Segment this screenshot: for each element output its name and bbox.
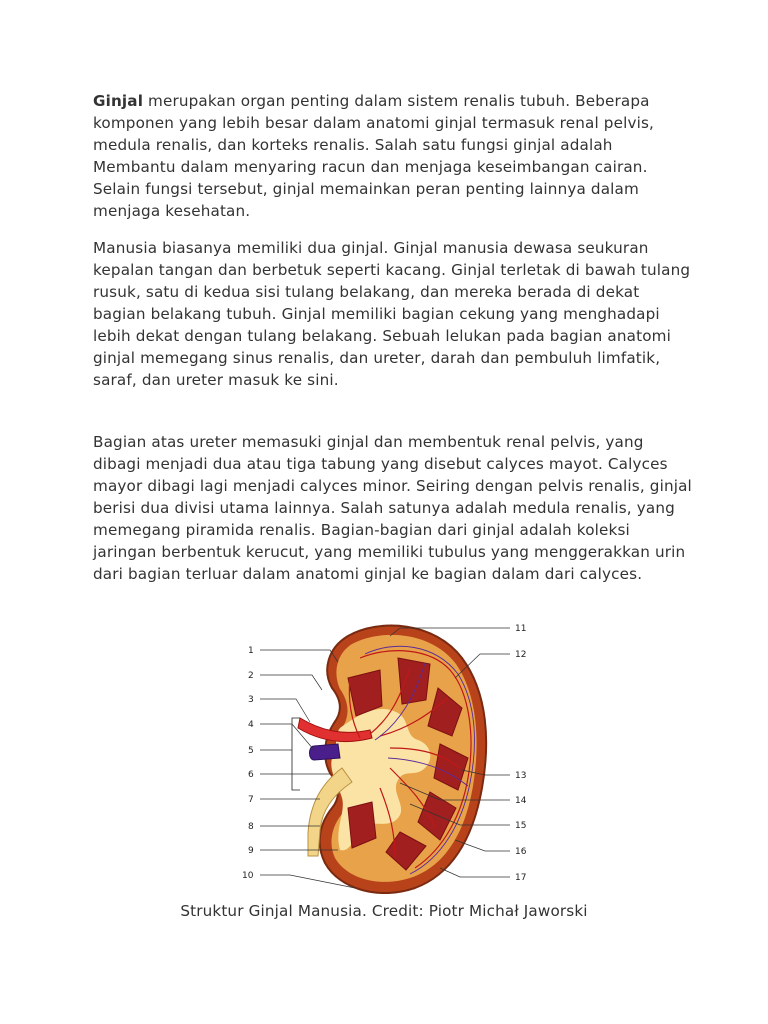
labels-right xyxy=(515,624,527,883)
label-6: 6 xyxy=(248,770,254,780)
label-7: 7 xyxy=(248,795,254,805)
renal-vein xyxy=(310,744,341,760)
label-8: 8 xyxy=(248,822,254,832)
label-3: 3 xyxy=(248,695,254,705)
label-16: 16 xyxy=(515,847,527,857)
label-10: 10 xyxy=(242,871,254,881)
paragraph-2-text: Manusia biasanya memiliki dua ginjal. Ginjal manusia dewasa seukuran kepalan tangan dan berbetuk seperti kacang. Ginjal terletak di bawah tulang rusuk, satu di kedua sisi tulang belakang, dan mereka berada di dekat bagian belakang tubuh. Ginjal memiliki bagian cekung yang menghadapi lebih dekat dengan tulang belakang. Sebuah lelukan pada bagian anatomi ginjal memegang sinus renalis, dan ureter, darah dan pembuluh limfatik, saraf, dan ureter masuk ke sini. xyxy=(93,239,691,389)
kidney-diagram xyxy=(230,618,540,898)
label-11: 11 xyxy=(515,624,527,634)
label-15: 15 xyxy=(515,821,527,831)
label-4: 4 xyxy=(248,720,254,730)
label-12: 12 xyxy=(515,650,527,660)
label-14: 14 xyxy=(515,796,527,806)
paragraph-2 xyxy=(93,237,693,391)
paragraph-3 xyxy=(93,431,693,585)
label-13: 13 xyxy=(515,771,527,781)
label-17: 17 xyxy=(515,873,527,883)
label-2: 2 xyxy=(248,671,254,681)
label-1: 1 xyxy=(248,646,254,656)
term-ginjal: Ginjal xyxy=(93,92,144,110)
paragraph-1 xyxy=(93,90,693,222)
label-9: 9 xyxy=(248,846,254,856)
labels-left xyxy=(242,646,254,881)
figure-caption: Struktur Ginjal Manusia. Credit: Piotr Michał Jaworski xyxy=(180,902,588,920)
paragraph-1-text: merupakan organ penting dalam sistem renalis tubuh. Beberapa komponen yang lebih besar dalam anatomi ginjal termasuk renal pelvis, medula renalis, dan korteks renalis. Salah satu fungsi ginjal adalah Membantu dalam menyaring racun dan menjaga keseimbangan cairan. Selain fungsi tersebut, ginjal memainkan peran penting lainnya dalam menjaga kesehatan. xyxy=(93,92,654,220)
label-5: 5 xyxy=(248,746,254,756)
paragraph-3-text: Bagian atas ureter memasuki ginjal dan membentuk renal pelvis, yang dibagi menjadi dua atau tiga tabung yang disebut calyces mayot. Calyces mayor dibagi lagi menjadi calyces minor. Seiring dengan pelvis renalis, ginjal berisi dua divisi utama lainnya. Salah satunya adalah medula renalis, yang memegang piramida renalis. Bagian-bagian dari ginjal adalah koleksi jaringan berbentuk kerucut, yang memiliki tubulus yang menggerakkan urin dari bagian terluar dalam anatomi ginjal ke bagian dalam dari calyces. xyxy=(93,433,692,583)
